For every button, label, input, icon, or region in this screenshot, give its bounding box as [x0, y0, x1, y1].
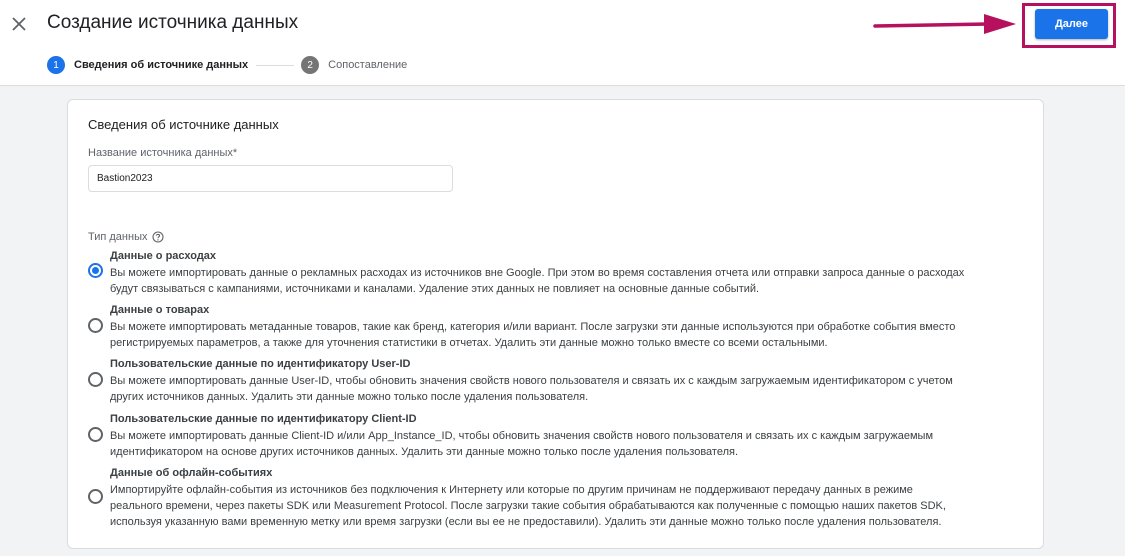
- option-description-line: будут связываться с кампаниями, источниками и каналами. Удаление этих данных не повлияет на основные данные событий.: [110, 283, 760, 295]
- option-title: Данные о товарах: [110, 304, 210, 316]
- radio-item-data[interactable]: [88, 318, 103, 333]
- option-description-line: Импортируйте офлайн-события из источников без подключения к Интернету или которые по другим причинам не поддерживают передачу данных в режиме: [110, 484, 913, 496]
- stepper: [47, 55, 407, 75]
- annotation-arrow-icon: [870, 12, 1018, 38]
- option-description: [110, 482, 1030, 530]
- step-2-number: 2: [301, 56, 319, 74]
- option-description: [110, 373, 1030, 405]
- data-type-label-text: Тип данных: [88, 231, 148, 243]
- data-type-label: [88, 231, 164, 243]
- radio-cost-data[interactable]: [88, 263, 103, 278]
- help-circle-icon[interactable]: [152, 231, 164, 243]
- option-description-line: Вы можете импортировать данные о рекламных расходах из источников вне Google. При этом во время составления отчета или отправки запроса данные о расходах: [110, 267, 965, 279]
- option-description-line: Вы можете импортировать данные User-ID, чтобы обновить значения свойств нового пользователя и связать их с каждым загружаемым идентификатором с учетом: [110, 375, 953, 387]
- step-2-label: Сопоставление: [328, 59, 408, 71]
- source-name-input[interactable]: [88, 165, 453, 192]
- step-connector: [256, 65, 294, 66]
- option-title: Данные об офлайн-событиях: [110, 467, 273, 479]
- header: [0, 0, 1125, 86]
- close-icon[interactable]: [9, 14, 29, 34]
- data-source-details-card: [67, 99, 1044, 549]
- option-description-line: регистрируемых параметров, а также для уточнения статистики в отчетах. Удалить эти данные можно только вместе со всеми остальными.: [110, 337, 828, 349]
- option-description: [110, 319, 1030, 351]
- option-description-line: других источников данных. Удалить эти данные можно только после удаления пользователя.: [110, 391, 589, 403]
- option-description-line: реального времени, через пакеты SDK или Measurement Protocol. После загрузки такие события обрабатываются как полученные с помощью наших пакетов SDK,: [110, 500, 946, 512]
- card-title: Сведения об источнике данных: [88, 117, 279, 132]
- option-title: Пользовательские данные по идентификатору Client-ID: [110, 413, 417, 425]
- step-1-label: Сведения об источнике данных: [74, 59, 249, 71]
- next-button[interactable]: Далее: [1035, 9, 1108, 39]
- radio-offline-events[interactable]: [88, 489, 103, 504]
- option-title: Пользовательские данные по идентификатору User-ID: [110, 358, 411, 370]
- page-title: Создание источника данных: [47, 12, 299, 33]
- radio-user-id-data[interactable]: [88, 372, 103, 387]
- option-description: [110, 428, 1030, 460]
- option-description-line: Вы можете импортировать данные Client-ID и/или App_Instance_ID, чтобы обновить значения свойств нового пользователя и связать их с каждым загружаемым: [110, 430, 934, 442]
- source-name-label: Название источника данных*: [88, 147, 238, 159]
- option-description-line: используя указанную вами временную метку или время загрузки (если вы ее не предоставили). Удалить эти данные можно только после удаления пользователя.: [110, 516, 942, 528]
- option-description-line: идентификатором на основе других источников данных. Удалить эти данные можно только после удаления пользователя.: [110, 446, 739, 458]
- radio-client-id-data[interactable]: [88, 427, 103, 442]
- option-description: [110, 265, 1030, 297]
- step-1-number: 1: [47, 56, 65, 74]
- option-description-line: Вы можете импортировать метаданные товаров, такие как бренд, категория и/или вариант. После загрузки эти данные используются при обработке события вместо: [110, 321, 956, 333]
- option-title: Данные о расходах: [110, 250, 217, 262]
